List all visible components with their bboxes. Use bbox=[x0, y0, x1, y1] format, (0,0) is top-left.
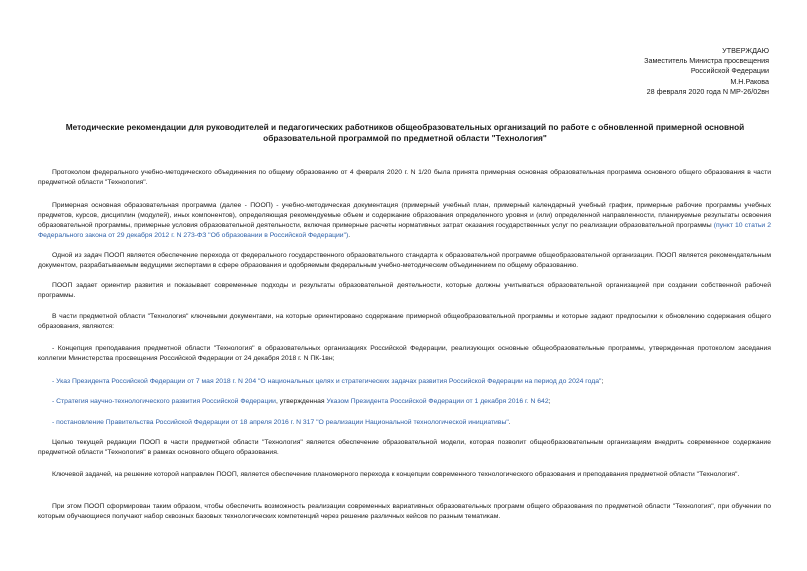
paragraph-text: ; bbox=[548, 398, 551, 405]
approval-position: Заместитель Министра просвещения bbox=[644, 56, 769, 66]
paragraph-text: ; bbox=[601, 378, 604, 385]
paragraph-strategy bbox=[38, 397, 771, 407]
paragraph-goal bbox=[38, 438, 771, 458]
paragraph-key-task bbox=[38, 470, 771, 480]
paragraph-protocol bbox=[38, 168, 771, 188]
paragraph-text: . bbox=[508, 419, 511, 426]
approval-heading: УТВЕРЖДАЮ bbox=[722, 46, 769, 55]
approval-signer: М.Н.Ракова bbox=[730, 76, 769, 86]
paragraph-text: - Концепция преподавания предметной области "Технология" в образовательных организациях Российской Федерации, реализующих основные общеобразовательные программы, утвержденная протоколом заседания коллегии Министерства просвещения Российской Федерации от 24 декабря 2018 г. N ПК-1вн; bbox=[38, 345, 771, 362]
law-reference-link[interactable]: (пункт 10 статьи 2 Федерального закона от 29 декабря 2012 г. N 273-ФЗ "Об образовании в Российской Федерации") bbox=[38, 221, 771, 239]
paragraph-text: Одной из задач ПООП является обеспечение перехода от федерального государственного образовательного стандарта к образовательной программе общеобразовательной организации. ПООП является рекомендательным документом, разрабатываемым ведущими экспертами в сфере образования и одобряемым федеральным учебно-методическим объединением по общему образованию. bbox=[38, 252, 771, 269]
paragraph-definition bbox=[38, 201, 771, 241]
paragraph-resolution bbox=[38, 418, 771, 428]
paragraph-text: Ключевой задачей, на решение которой направлен ПООП, является обеспечение планомерного перехода к концепции современного технологического образования и преподавания предметной области "Технология". bbox=[52, 471, 740, 478]
paragraph-task bbox=[38, 251, 771, 271]
resolution-link[interactable]: - постановление Правительства Российской Федерации от 18 апреля 2016 г. N 317 "О реализации Национальной технологической инициативы" bbox=[52, 419, 509, 426]
strategy-decree-link[interactable]: Указом Президента Российской Федерации от 1 декабря 2016 г. N 642 bbox=[326, 398, 549, 405]
paragraph-text: При этом ПООП сформирован таким образом, чтобы обеспечить возможность реализации современных вариативных образовательных программ общего образования по предметной области "Технология", при обучении по которым обучающиеся получают набор сквозных базовых технологических компетенций через решение различных кейсов по разным тематикам. bbox=[38, 503, 771, 520]
paragraph-guideline bbox=[38, 281, 771, 301]
paragraph-text: В части предметной области "Технология" ключевыми документами, на которые ориентировано содержание примерной общеобразовательной программы и которые задают предпосылки к обновлению содержания общего образования, являются: bbox=[38, 313, 771, 330]
approval-date-number: 28 февраля 2020 года N МР-26/02вн bbox=[646, 86, 769, 96]
paragraph-text: Целью текущей редакции ПООП в части предметной области "Технология" является обеспечение образовательной модели, которая позволит общеобразовательным организациям внедрить современное содержание предметной области "Технология" в рамках основного общего образования. bbox=[38, 439, 771, 456]
approval-organization: Российской Федерации bbox=[690, 66, 769, 76]
paragraph-structure bbox=[38, 502, 771, 522]
paragraph-decree bbox=[38, 377, 771, 387]
paragraph-text: . bbox=[348, 231, 351, 239]
paragraph-text: Протоколом федерального учебно-методического объединения по общему образованию от 4 февраля 2020 г. N 1/20 была принята примерная основная образовательная программа основного общего образования в части предметной области "Технология". bbox=[38, 169, 771, 186]
paragraph-text: ПООП задает ориентир развития и показывает современные подходы и результаты образовательной деятельности, которые должны учитываться образовательной организацией при создании собственной рабочей программы. bbox=[38, 282, 771, 299]
document-title: Методические рекомендации для руководителей и педагогических работников общеобразовательных организаций по работе с обновленной примерной основной образовательной программой по предметной области "Технология" bbox=[65, 122, 745, 143]
decree-link[interactable]: - Указ Президента Российской Федерации от 7 мая 2018 г. N 204 "О национальных целях и стратегических задачах развития Российской Федерации на период до 2024 года" bbox=[52, 378, 602, 385]
strategy-link[interactable]: - Стратегия научно-технологического развития Российской Федерации bbox=[52, 398, 276, 405]
paragraph-concept bbox=[38, 344, 771, 364]
approval-block bbox=[644, 46, 769, 97]
paragraph-text: Примерная основная образовательная программа (далее - ПООП) - учебно-методическая документация (примерный учебный план, примерный календарный учебный график, примерные рабочие программы учебных предметов, курсов, дисциплин (модулей), иных компонентов), определяющая рекомендуемые объем и содержание образования определенного уровня и (или) определенной направленности, планируемые результаты освоения образовательной программы, примерные условия образовательной деятельности, включая примерные расчеты нормативных затрат оказания государственных услуг по реализации образовательной программы bbox=[38, 202, 771, 229]
paragraph-key-documents bbox=[38, 312, 771, 332]
paragraph-text: , утвержденная bbox=[275, 398, 325, 405]
